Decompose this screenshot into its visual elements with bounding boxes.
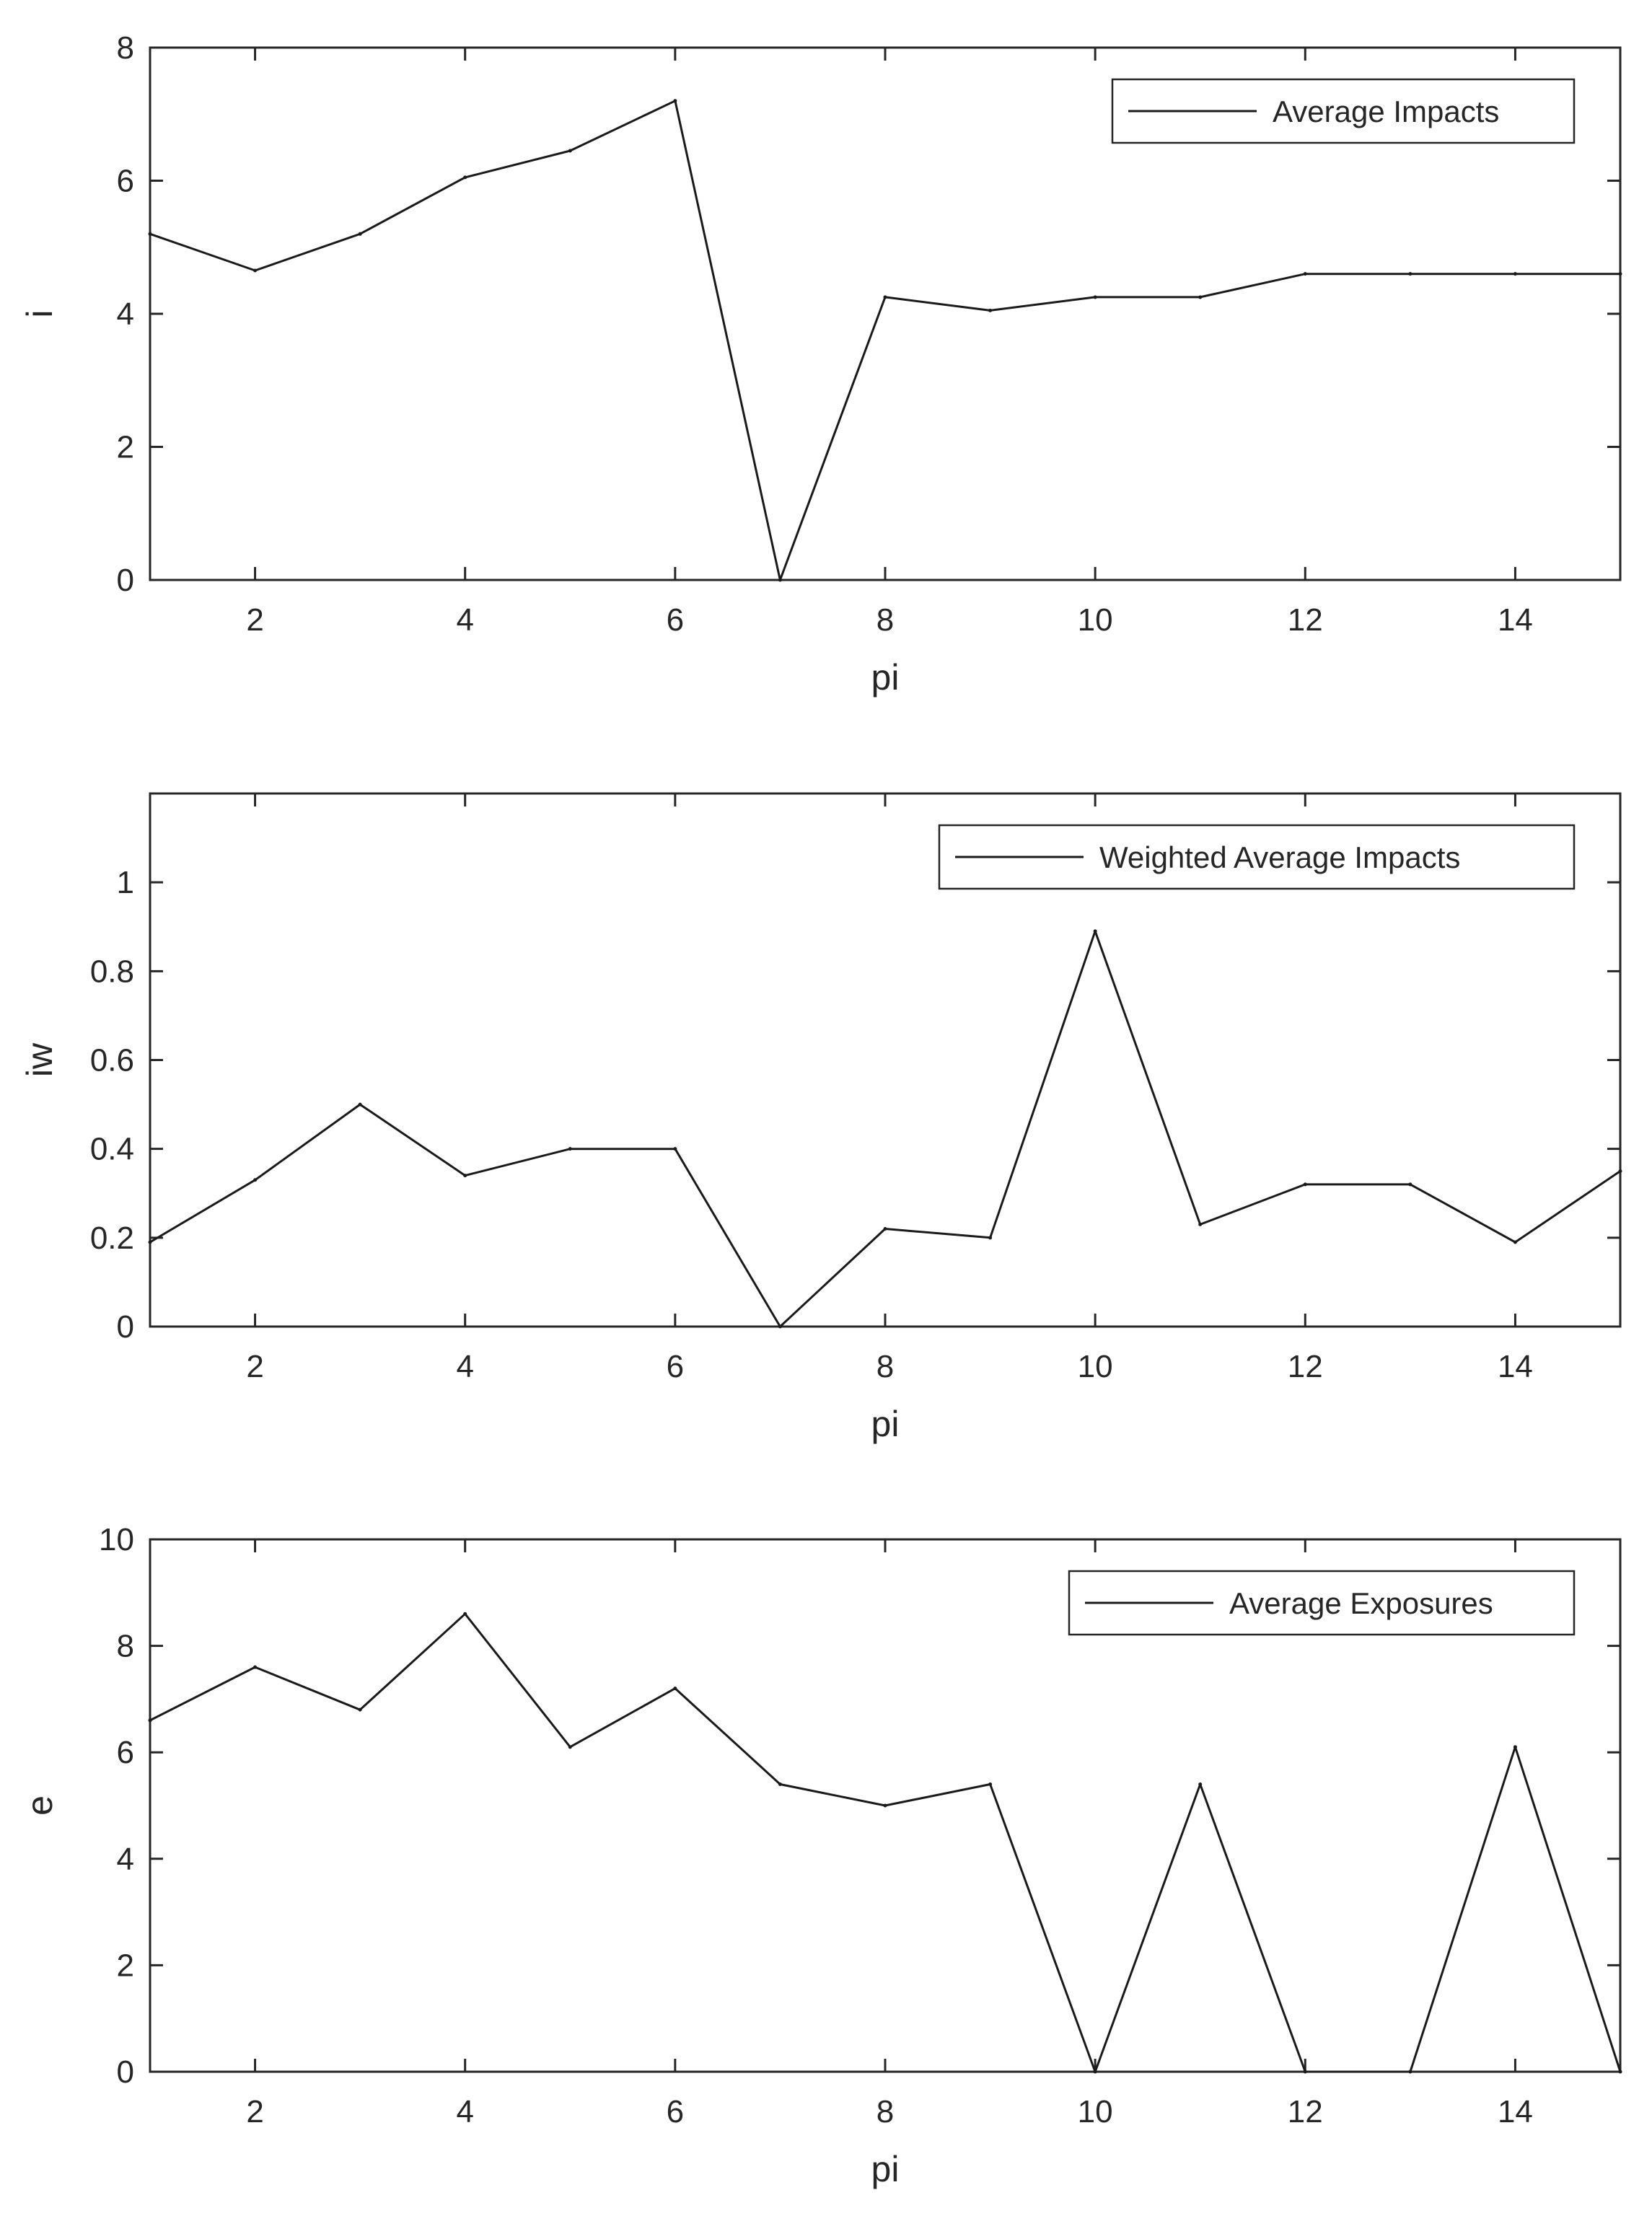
y-tick-label: 6: [116, 1735, 134, 1771]
data-point: [253, 1178, 257, 1182]
data-point: [1513, 1745, 1517, 1749]
x-tick-label: 8: [876, 2094, 895, 2129]
y-tick-label: 0.4: [89, 1131, 134, 1167]
data-point: [149, 1718, 152, 1722]
y-tick-label: 6: [116, 163, 134, 199]
y-tick-label: 8: [116, 30, 134, 66]
plot-2: [19, 793, 1622, 1444]
x-tick-label: 2: [246, 602, 264, 638]
data-point: [884, 1804, 887, 1808]
data-point: [1304, 272, 1307, 276]
data-point: [463, 175, 467, 179]
data-point: [1198, 1223, 1202, 1226]
data-point: [1198, 1782, 1202, 1786]
x-tick-label: 8: [876, 602, 895, 638]
data-point: [988, 1782, 992, 1786]
x-tick-label: 6: [666, 602, 685, 638]
data-point: [568, 149, 572, 152]
y-axis-label: i: [19, 309, 60, 318]
x-tick-label: 12: [1287, 2094, 1323, 2129]
data-point: [253, 269, 257, 273]
y-tick-label: 0: [116, 1309, 134, 1345]
data-point: [1408, 1182, 1412, 1186]
x-axis-label: pi: [871, 2149, 900, 2189]
data-point: [1513, 272, 1517, 276]
data-point: [1304, 1182, 1307, 1186]
data-point: [1304, 2070, 1307, 2074]
x-tick-label: 14: [1497, 2094, 1533, 2129]
data-point: [149, 232, 152, 236]
y-tick-label: 2: [116, 1948, 134, 1984]
data-point: [253, 1666, 257, 1669]
x-tick-label: 14: [1497, 602, 1533, 638]
data-point: [463, 1174, 467, 1177]
y-tick-label: 0: [116, 2054, 134, 2090]
data-point: [673, 1687, 677, 1690]
x-tick-label: 10: [1077, 1349, 1113, 1384]
legend-label: Average Impacts: [1273, 94, 1500, 128]
data-point: [359, 232, 362, 236]
legend: [939, 825, 1574, 889]
y-tick-label: 4: [116, 1841, 134, 1877]
data-point: [1619, 272, 1622, 276]
y-tick-label: 1: [116, 865, 134, 901]
x-tick-label: 12: [1287, 602, 1323, 638]
x-tick-label: 14: [1497, 1349, 1533, 1384]
x-tick-label: 4: [456, 2094, 474, 2129]
x-axis-label: pi: [871, 1404, 900, 1444]
y-tick-label: 0.8: [89, 954, 134, 990]
data-point: [1619, 2070, 1622, 2074]
x-tick-label: 4: [456, 602, 474, 638]
plot-1: [19, 30, 1622, 698]
legend-label: Average Exposures: [1229, 1586, 1493, 1620]
data-point: [1408, 2070, 1412, 2074]
x-tick-label: 10: [1077, 2094, 1113, 2129]
y-axis-label: e: [19, 1795, 60, 1816]
plot-3: [19, 1522, 1622, 2189]
y-tick-label: 2: [116, 429, 134, 465]
x-tick-label: 4: [456, 1349, 474, 1384]
legend: [1069, 1571, 1574, 1635]
y-tick-label: 0: [116, 563, 134, 598]
data-point: [1408, 272, 1412, 276]
data-point: [1619, 1169, 1622, 1173]
data-point: [988, 1236, 992, 1239]
x-axis-label: pi: [871, 657, 900, 698]
data-point: [884, 1227, 887, 1231]
y-tick-label: 0.6: [89, 1042, 134, 1078]
data-point: [884, 295, 887, 299]
data-point: [673, 1147, 677, 1151]
x-tick-label: 10: [1077, 602, 1113, 638]
y-axis-label: iw: [19, 1042, 60, 1078]
data-point: [149, 1240, 152, 1244]
data-point: [673, 99, 677, 102]
data-point: [778, 1782, 782, 1786]
data-point: [1094, 295, 1097, 299]
x-tick-label: 2: [246, 2094, 264, 2129]
data-point: [568, 1147, 572, 1151]
x-tick-label: 8: [876, 1349, 895, 1384]
data-point: [359, 1103, 362, 1107]
y-tick-label: 10: [99, 1522, 134, 1557]
x-tick-label: 6: [666, 2094, 685, 2129]
x-tick-label: 6: [666, 1349, 685, 1384]
data-point: [1513, 1240, 1517, 1244]
x-tick-label: 2: [246, 1349, 264, 1384]
x-tick-label: 12: [1287, 1349, 1323, 1384]
data-point: [568, 1745, 572, 1749]
legend: [1112, 79, 1574, 143]
y-tick-label: 0.2: [89, 1220, 134, 1256]
y-tick-label: 4: [116, 296, 134, 332]
data-point: [988, 309, 992, 312]
data-point: [359, 1708, 362, 1712]
data-point: [1198, 295, 1202, 299]
y-tick-label: 8: [116, 1628, 134, 1664]
data-point: [778, 579, 782, 582]
data-point: [778, 1325, 782, 1329]
legend-label: Weighted Average Impacts: [1099, 840, 1461, 874]
data-point: [1094, 929, 1097, 933]
data-point: [463, 1612, 467, 1616]
data-point: [1094, 2070, 1097, 2074]
